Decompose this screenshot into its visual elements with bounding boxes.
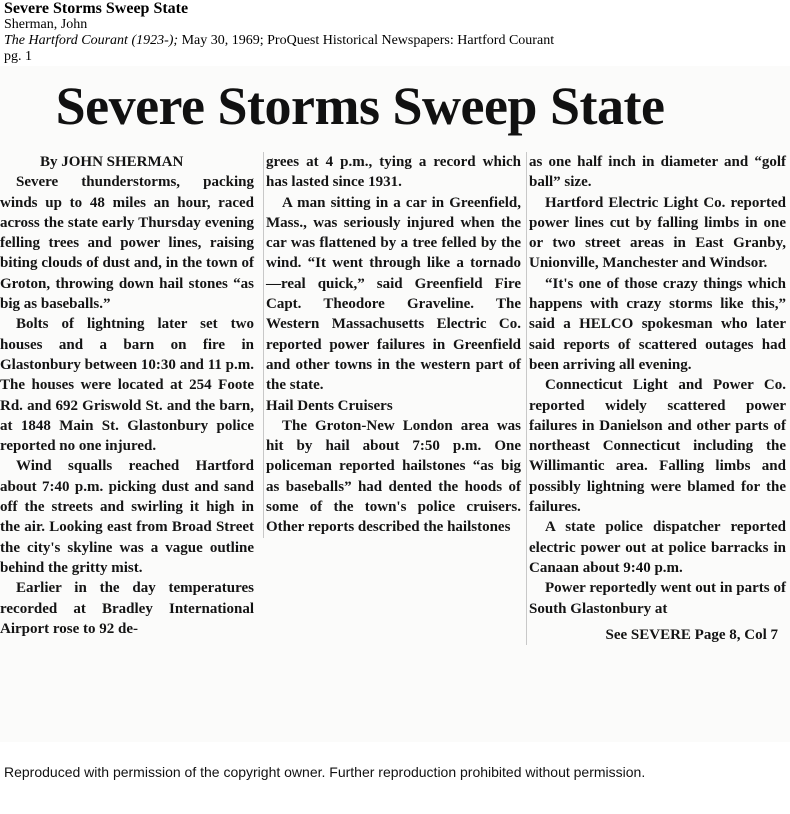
- paragraph: “It's one of those crazy things which happens with crazy storms like this,” said a HELCO spokesman who later said reports of scattered outages had been arriving all evening.: [529, 275, 786, 373]
- continuation-line: See SEVERE Page 8, Col 7: [605, 626, 778, 643]
- paragraph: Severe thunderstorms, packing winds up to 48 miles an hour, raced across the state early Thursday evening felling trees and power lines, raising biting clouds of dust and, in the town of Groton, throwing down hail stones “as big as baseballs.”: [0, 174, 254, 313]
- paragraph: Earlier in the day temperatures recorded at Bradley International Airport rose to 92 de-: [0, 580, 254, 637]
- paragraph: Wind squalls reached Hartford about 7:40 p.m. picking dust and sand off the streets and swirling it high in the air. Looking east from Broad Street the city's skyline was a vague outline behind the gritty mist.: [0, 458, 254, 576]
- paragraph: A state police dispatcher reported electric power out at police barracks in Canaan about 9:40 p.m.: [529, 519, 786, 576]
- permission-notice: Reproduced with permission of the copyright owner. Further reproduction prohibited without permission.: [4, 764, 646, 780]
- page-number: pg. 1: [4, 49, 32, 64]
- subheading: Hail Dents Cruisers: [266, 397, 393, 414]
- source-details: May 30, 1969; ProQuest Historical Newspapers: Hartford Courant: [178, 33, 555, 48]
- paragraph: A man sitting in a car in Greenfield, Mass., was seriously injured when the car was flattened by a tree felled by the wind. “It went through like a tornado—real quick,” said Greenfield Fire Capt. Theodore Graveline. The Western Massachusetts Electric Co. reported power failures in Greenfield and other towns in the western part of the state.: [266, 194, 521, 394]
- source-line: [4, 33, 784, 49]
- paragraph: Connecticut Light and Power Co. reported widely scattered power failures in Danielson and other parts of northeast Connecticut including the Willimantic area. Falling limbs and possibly lightning were blamed for the failures.: [529, 377, 786, 516]
- article-column-3: [526, 152, 786, 645]
- paragraph: Hartford Electric Light Co. reported power lines cut by falling limbs in one or two street areas in East Granby, Unionville, Manchester and Windsor.: [529, 194, 786, 272]
- newspaper-clipping: [0, 66, 790, 742]
- article-column-2: [263, 152, 521, 538]
- paragraph: grees at 4 p.m., tying a record which has lasted since 1931.: [266, 154, 521, 191]
- paragraph: The Groton-New London area was hit by hail about 7:50 p.m. One policeman reported hailstones “as big as baseballs” had dented the hoods of some of the town's police cruisers. Other reports described the hailstones: [266, 417, 521, 536]
- source-publication: The Hartford Courant (1923-);: [4, 33, 179, 48]
- byline: By JOHN SHERMAN: [40, 154, 184, 170]
- article-column-1: [0, 152, 254, 639]
- document-title: Severe Storms Sweep State: [4, 0, 189, 17]
- paragraph: as one half inch in diameter and “golf ball” size.: [529, 154, 786, 191]
- article-headline: Severe Storms Sweep State: [55, 76, 665, 136]
- citation-header: [4, 0, 784, 65]
- paragraph: Bolts of lightning later set two houses and a barn on fire in Glastonbury between 10:30 and 11 p.m. The houses were located at 254 Foote Rd. and 692 Griswold St. and the barn, at 1848 Main St. Glastonbury police reported no one injured.: [0, 316, 254, 455]
- author-line: Sherman, John: [4, 17, 88, 32]
- paragraph: Power reportedly went out in parts of South Glastonbury at: [529, 580, 786, 617]
